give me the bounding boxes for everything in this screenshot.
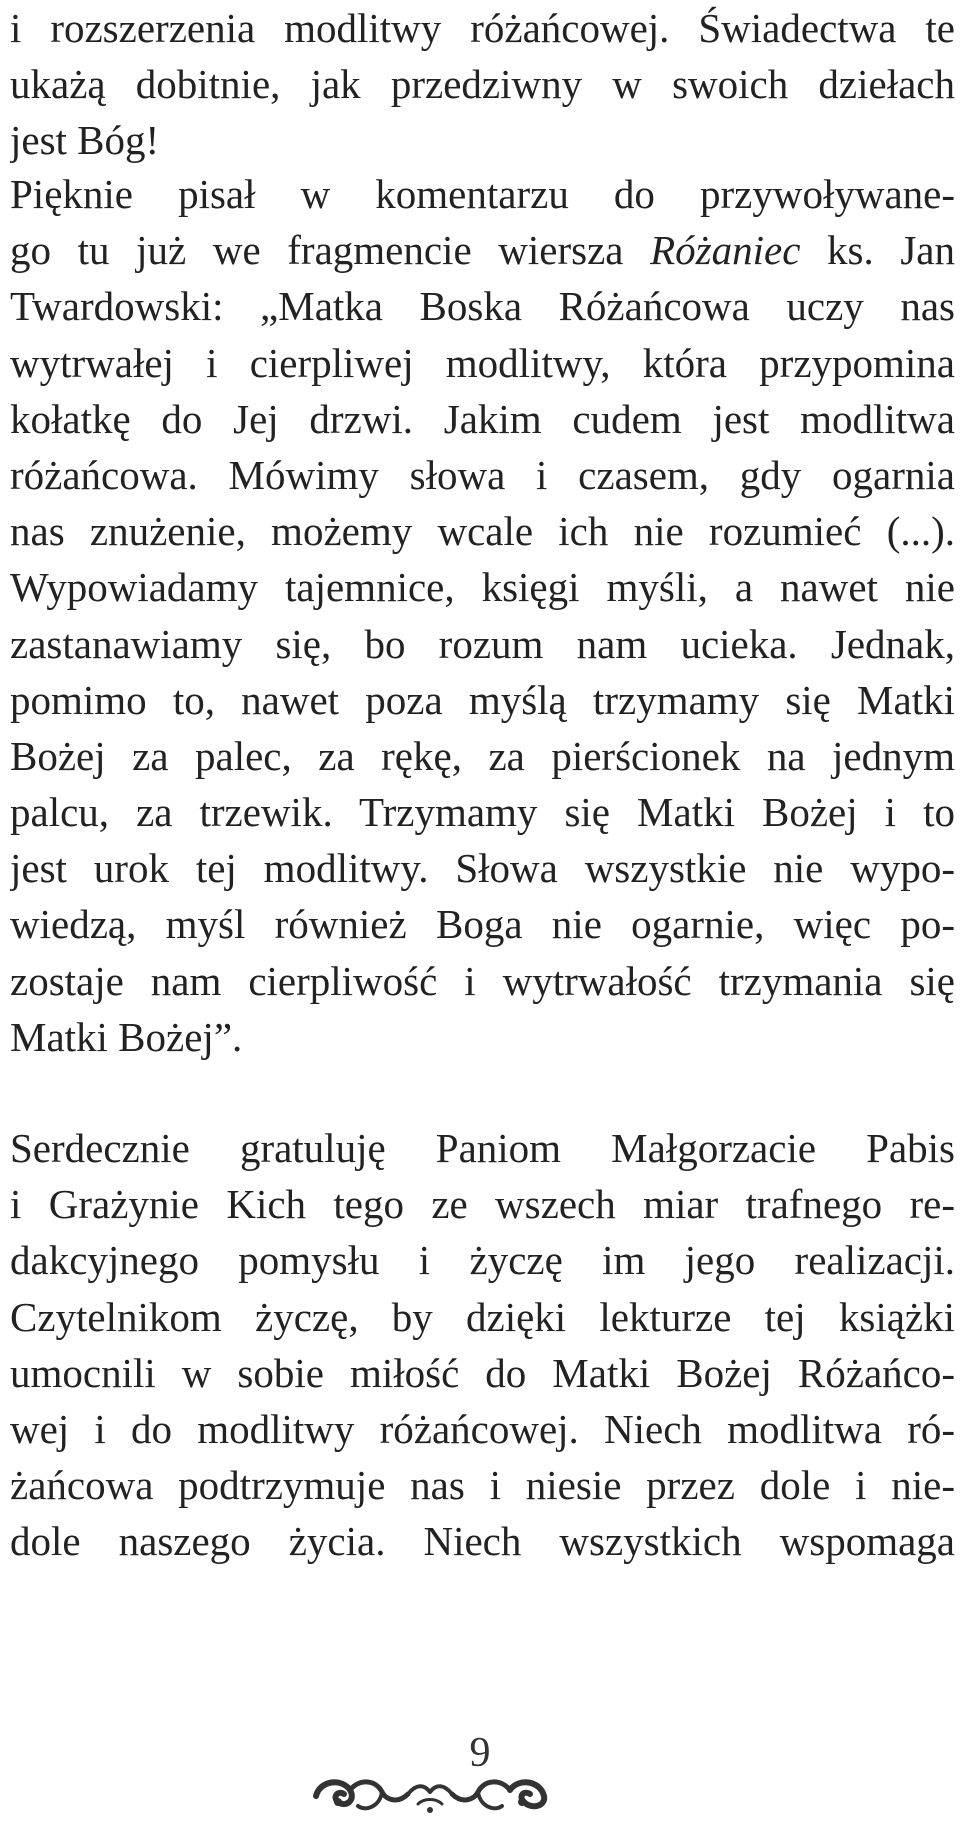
text-line: dakcyjnego pomysłu i życzę im jego realizacji. (10, 1237, 955, 1284)
paragraph-1 (10, 0, 955, 169)
text-line: pomimo to, nawet poza myślą trzymamy się Matki (10, 676, 955, 723)
paragraph-3 (10, 1120, 955, 1570)
text-line: palcu, za trzewik. Trzymamy się Matki Bożej i to (10, 789, 955, 836)
text-line: i Grażynie Kich tego ze wszech miar trafnego re- (10, 1181, 955, 1228)
text-line: ukażą dobitnie, jak przedziwny w swoich dziełach (10, 61, 955, 108)
text-line: wytrwałej i cierpliwej modlitwy, która przypomina (10, 339, 955, 386)
text-line: Czytelnikom życzę, by dzięki lekturze tej książki (10, 1293, 955, 1340)
text-line: wej i do modlitwy różańcowej. Niech modlitwa ró- (10, 1405, 955, 1452)
poem-title: Różaniec (650, 227, 801, 274)
text-line: umocnili w sobie miłość do Matki Bożej Różańco- (10, 1349, 955, 1396)
text-line: Bożej za palec, za rękę, za pierścionek na jednym (10, 732, 955, 779)
text-line-with-title (10, 222, 955, 278)
text-line: Pięknie pisał w komentarzu do przywoływane- (10, 171, 955, 217)
text-line: zastanawiamy się, bo rozum nam ucieka. Jednak, (10, 620, 955, 667)
text-segment: ks. Jan (800, 227, 955, 274)
text-line: Twardowski: „Matka Boska Różańcowa uczy nas (10, 283, 955, 330)
text-segment: go tu już we fragmencie wiersza (10, 227, 651, 274)
fleuron-ornament-icon (310, 1766, 550, 1822)
text-line: Serdecznie gratuluję Paniom Małgorzacie Pabis (10, 1125, 955, 1171)
text-line: nas znużenie, możemy wcale ich nie rozumieć (...). (10, 508, 955, 555)
text-line: kołatkę do Jej drzwi. Jakim cudem jest modlitwa (10, 395, 955, 442)
text-line: zostaje nam cierpliwość i wytrwałość trzymania się (10, 957, 955, 1004)
text-line: żańcowa podtrzymuje nas i niesie przez dole i nie- (10, 1462, 955, 1509)
text-line: wiedzą, myśl również Boga nie ogarnie, więc po- (10, 901, 955, 948)
text-line: Wypowiadamy tajemnice, księgi myśli, a nawet nie (10, 564, 955, 611)
text-line: i rozszerzenia modlitwy różańcowej. Świadectwa te (10, 5, 955, 51)
text-line: jest urok tej modlitwy. Słowa wszystkie nie wypo- (10, 845, 955, 892)
text-line: dole naszego życia. Niech wszystkich wspomaga (10, 1518, 955, 1565)
text-line: różańcowa. Mówimy słowa i czasem, gdy ogarnia (10, 451, 955, 498)
text-line: Matki Bożej”. (10, 1013, 243, 1060)
text-line: jest Bóg! (10, 117, 160, 164)
page-number: 9 (469, 1730, 491, 1776)
paragraph-2 (10, 166, 955, 1065)
